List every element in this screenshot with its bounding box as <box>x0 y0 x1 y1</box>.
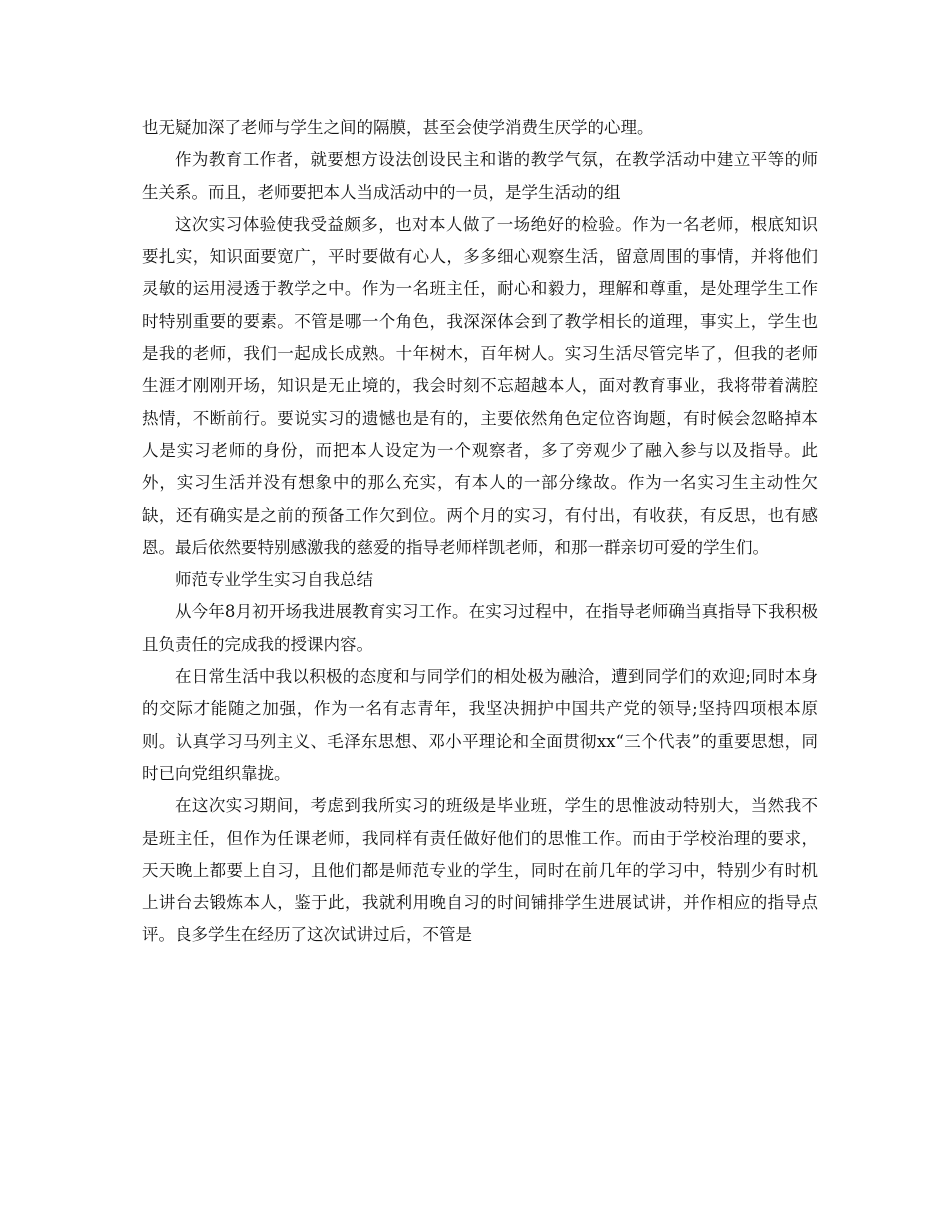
section-heading: 师范专业学生实习自我总结 <box>175 570 373 590</box>
paragraph-5: 在日常生活中我以积极的态度和与同学们的相处极为融洽，遭到同学们的欢迎;同时本身的交际才能随之加强，作为一名有志青年，我坚决拥护中国共产党的领导;坚持四项根本原则。认真学习马列主义、毛泽东思想、邓小平理论和全面贯彻xx“三个代表”的重要思想，同时已向党组织靠拢。 <box>142 667 818 783</box>
paragraph-1: 也无疑加深了老师与学生之间的隔膜，甚至会使学消费生厌学的心理。 <box>142 118 654 137</box>
paragraph-3: 这次实习体验使我受益颇多，也对本人做了一场绝好的检验。作为一名老师，根底知识要扎实，知识面要宽广，平时要做有心人，多多细心观察生活，留意周围的事情，并将他们灵敏的运用浸透于教学之中。作为一名班主任，耐心和毅力，理解和尊重，是处理学生工作时特别重要的要素。不管是哪一个角色，我深深体会到了教学相长的道理，事实上，学生也是我的老师，我们一起成长成熟。十年树木，百年树人。实习生活尽管完毕了，但我的老师生涯才刚刚开场，知识是无止境的，我会时刻不忘超越本人，面对教育事业，我将带着满腔热情，不断前行。要说实习的遗憾也是有的，主要依然角色定位咨询题，有时候会忽略掉本人是实习老师的身份，而把本人设定为一个观察者，多了旁观少了融入参与以及指导。此外，实习生活并没有想象中的那么充实，有本人的一部分缘故。作为一名实习生主动性欠缺，还有确实是之前的预备工作欠到位。两个月的实习，有付出，有收获，有反思，也有感恩。最后依然要特别感激我的慈爱的指导老师样凯老师，和那一群亲切可爱的学生们。 <box>142 214 818 557</box>
paragraph-4: 从今年8月初开场我进展教育实习工作。在实习过程中，在指导老师确当真指导下我积极且负责任的完成我的授课内容。 <box>142 602 818 654</box>
paragraph-6: 在这次实习期间，考虑到我所实习的班级是毕业班，学生的思惟波动特别大，当然我不是班主任，但作为任课老师，我同样有责任做好他们的思惟工作。而由于学校治理的要求，天天晚上都要上自习，且他们都是师范专业的学生，同时在前几年的学习中，特别少有时机上讲台去锻炼本人，鉴于此，我就利用晚自习的时间铺排学生进展试讲，并作相应的指导点评。良多学生在经历了这次试讲过后，不管是 <box>142 796 818 945</box>
paragraph-2: 作为教育工作者，就要想方设法创设民主和谐的教学气氛，在教学活动中建立平等的师生关系。而且，老师要把本人当成活动中的一员，是学生活动的组 <box>142 150 818 202</box>
document-page <box>142 112 818 952</box>
